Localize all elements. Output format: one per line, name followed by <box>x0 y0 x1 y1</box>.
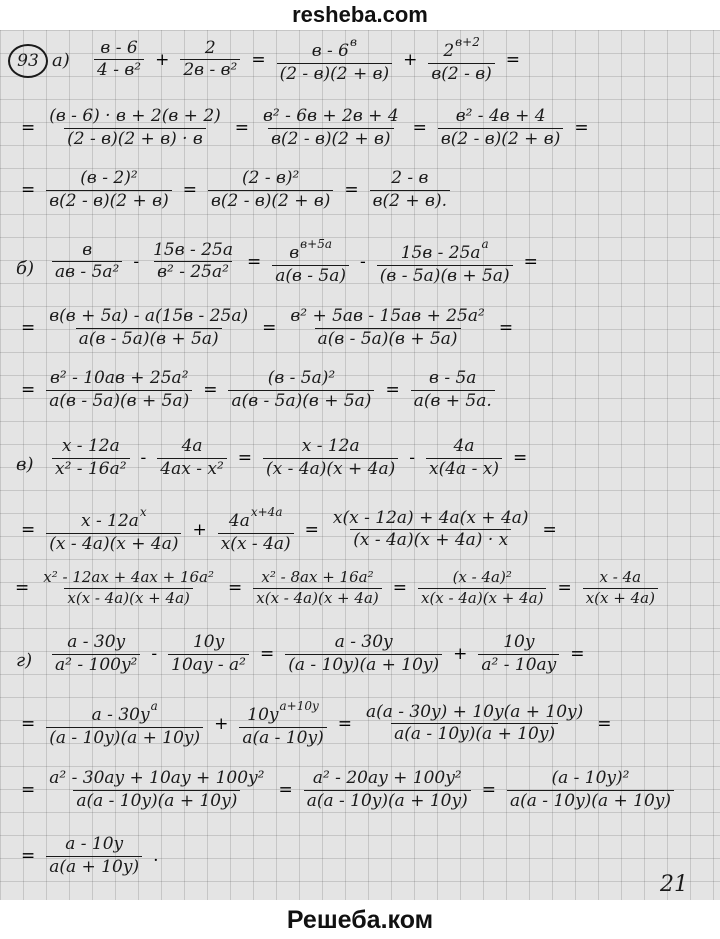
fraction: $\frac{15в - 25a^a}{(в - 5a)(в + 5a)}$ <box>377 238 513 286</box>
fraction: $\frac{\text{a² - 20ay + 100y²}}{a(a - 10y)(a + 10y)}$ <box>304 770 471 811</box>
extra-factor: в+2 <box>455 35 480 49</box>
fraction: $\frac{в - 5a}{a(в + 5a.}$ <box>411 370 495 411</box>
fraction: $\frac{10y^{a+10y}}{a(a - 10y)}$ <box>239 700 326 748</box>
fraction: $\frac{2 - в}{в(2 + в).}$ <box>370 170 450 211</box>
extra-factor: a+10y <box>279 699 319 713</box>
fraction: $\frac{\text{в² - 6в + 2в + 4}}{в(2 - в)(2 + в)}$ <box>263 106 399 149</box>
fraction: $\frac{a(a - 30y) + 10y(a + 10y)}{a(a - 10y)(a + 10y)}$ <box>365 701 584 745</box>
extra-factor: a <box>150 699 158 713</box>
site-footer[interactable]: Решеба.ком <box>286 906 434 934</box>
part-label-a: а) <box>52 50 70 71</box>
part-b-line-3: = $\frac{\text{в² - 10aв + 25a²}}{a(в - 5a)(в + 5a)}$ = $\frac{\text{(в - 5a)²}}{a(в - 5a)(в + 5a)}$ = $\frac{в - 5a}{a(в + 5a.}$ <box>14 370 499 411</box>
part-d-line-1: $\frac{a - 30y}{\text{a² - 100y²}}$ - $\frac{10y}{\text{10ay - a²}}$ = $\frac{a - 30y}{(a - 10y)(a + 10y)}$ + $\frac{10y}{\text{a² - 10ay}}$ = <box>48 634 592 675</box>
fraction: $\frac{\text{(x - 4a)²}}{x(x - 4a)(x + 4a)}$ <box>418 570 546 607</box>
fraction: $\frac{\text{в² - 4в + 4}}{в(2 - в)(2 + в)}$ <box>438 108 563 149</box>
notebook-page <box>0 30 720 900</box>
problem-number: 93 <box>8 44 48 78</box>
fraction: $\frac{\text{a² - 30ay + 10ay + 100y²}}{a(a - 10y)(a + 10y)}$ <box>49 768 265 811</box>
part-b-line-2: = $\frac{в(в + 5a) - a(15в - 25a)}{a(в - 5a)(в + 5a)}$ = $\frac{\text{в² + 5aв - 15aв + 25a²}}{a(в - 5a)(в + 5a)}$ = <box>21 306 514 349</box>
fraction: $\frac{в}{\text{aв - 5a²}}$ <box>52 242 122 283</box>
fraction: $\frac{2^{в+2}}{в(2 - в)}$ <box>428 36 494 84</box>
fraction: $\frac{x - 12a}{(x - 4a)(x + 4a)}$ <box>263 438 398 479</box>
part-d-line-2: = $\frac{a - 30y^a}{(a - 10y)(a + 10y)}$ + $\frac{10y^{a+10y}}{a(a - 10y)}$ = $\frac{a(a - 30y) + 10y(a + 10y)}{a(a - 10y)(a + 10y)}$ = <box>21 699 612 748</box>
fraction: $\frac{a - 30y^a}{(a - 10y)(a + 10y)}$ <box>46 700 203 748</box>
fraction: $\frac{2}{\text{2в - в²}}$ <box>180 40 240 81</box>
fraction: $\frac{4a}{\text{4ax - x²}}$ <box>157 438 227 479</box>
fraction: $\frac{4a^{x+4a}}{x(x - 4a)}$ <box>218 506 294 554</box>
fraction: $\frac{\text{x² - 12ax + 4ax + 16a²}}{x(x - 4a)(x + 4a)}$ <box>43 568 215 607</box>
part-label-d: г) <box>16 650 33 671</box>
fraction: $\frac{x - 12a}{\text{x² - 16a²}}$ <box>52 438 130 479</box>
part-c-line-2: = $\frac{x - 12a^x}{(x - 4a)(x + 4a)}$ + $\frac{4a^{x+4a}}{x(x - 4a)}$ = $\frac{x(x - 12a) + 4a(x + 4a)}{(x - 4a)(x + 4a) \cdot x}$ = <box>21 505 557 554</box>
part-d-line-3: = $\frac{\text{a² - 30ay + 10ay + 100y²}}{a(a - 10y)(a + 10y)}$ = $\frac{\text{a² - 20ay + 100y²}}{a(a - 10y)(a + 10y)}$ = $\frac{\text{(a - 10y)²}}{a(a - 10y)(a + 10y)}$ <box>14 770 678 811</box>
fraction: $\frac{10y}{\text{a² - 10ay}}$ <box>478 634 559 675</box>
fraction: $\frac{\text{в² + 5aв - 15aв + 25a²}}{a(в - 5a)(в + 5a)}$ <box>290 306 485 349</box>
extra-factor: в <box>349 35 357 49</box>
part-c-line-3: = $\frac{\text{x² - 12ax + 4ax + 16a²}}{x(x - 4a)(x + 4a)}$ = $\frac{\text{x² - 8ax + 16a²}}{x(x - 4a)(x + 4a)}$ = $\frac{\text{(x - 4a)²}}{x(x - 4a)(x + 4a)}$ = $\frac{x - 4a}{x(x + 4a)}$ <box>8 570 662 607</box>
extra-factor: в+5a <box>300 237 332 251</box>
fraction: $\frac{в - 6^в}{(2 - в)(2 + в)}$ <box>277 36 393 84</box>
fraction: $\frac{\text{(в - 2)²}}{в(2 - в)(2 + в)}$ <box>46 170 171 211</box>
fraction: $\frac{x(x - 12a) + 4a(x + 4a)}{(x - 4a)(x + 4a) \cdot x}$ <box>332 507 529 551</box>
part-a-line-1: $\frac{в - 6}{\text{4 - в²}}$ + $\frac{2}{\text{2в - в²}}$ = $\frac{в - 6^в}{(2 - в)(2 + в)}$ + $\frac{2^{в+2}}{в(2 - в)}$ = <box>90 36 527 84</box>
fraction: $\frac{10y}{\text{10ay - a²}}$ <box>168 634 249 675</box>
fraction: $\frac{\text{(2 - в)²}}{в(2 - в)(2 + в)}$ <box>208 170 333 211</box>
fraction: $\frac{в(в + 5a) - a(15в - 25a)}{a(в - 5a)(в + 5a)}$ <box>49 306 249 349</box>
fraction: $\frac{a - 30y}{(a - 10y)(a + 10y)}$ <box>285 634 442 675</box>
fraction: $\frac{\text{в² - 10aв + 25a²}}{a(в - 5a)(в + 5a)}$ <box>46 370 192 411</box>
fraction: $\frac{\text{(в - 5a)²}}{a(в - 5a)(в + 5a)}$ <box>228 370 374 411</box>
fraction: $\frac{в - 6}{\text{4 - в²}}$ <box>94 40 144 81</box>
part-d-line-4: = $\frac{a - 10y}{a(a + 10y)}$ . <box>21 834 159 877</box>
part-label-b: б) <box>16 258 35 279</box>
site-header[interactable]: resheba.com <box>292 2 428 27</box>
part-a-line-2: = $\frac{(в - 6) \cdot в + 2(в + 2)}{(2 - в)(2 + в) \cdot в}$ = $\frac{\text{в² - 6в + 2в + 4}}{в(2 - в)(2 + в)}$ = $\frac{\text{в² - 4в + 4}}{в(2 - в)(2 + в)}$ = <box>21 106 589 149</box>
page-number: 21 <box>660 872 688 897</box>
part-a-line-3: = $\frac{\text{(в - 2)²}}{в(2 - в)(2 + в)}$ = $\frac{\text{(2 - в)²}}{в(2 - в)(2 + в)}$ = $\frac{2 - в}{в(2 + в).}$ <box>14 170 454 211</box>
fraction: $\frac{\text{(a - 10y)²}}{a(a - 10y)(a + 10y)}$ <box>507 770 674 811</box>
fraction: $\frac{a - 30y}{\text{a² - 100y²}}$ <box>52 634 140 675</box>
part-label-c: в) <box>16 454 34 475</box>
extra-factor: x+4a <box>250 505 283 519</box>
fraction: $\frac{в^{в+5a}}{a(в - 5a)}$ <box>272 238 349 286</box>
fraction: $\frac{\text{x² - 8ax + 16a²}}{x(x - 4a)(x + 4a)}$ <box>253 570 381 607</box>
part-c-line-1: $\frac{x - 12a}{\text{x² - 16a²}}$ - $\frac{4a}{\text{4ax - x²}}$ = $\frac{x - 12a}{(x - 4a)(x + 4a)}$ - $\frac{4a}{x(4a - x)}$ = <box>48 438 534 479</box>
part-b-line-1: $\frac{в}{\text{aв - 5a²}}$ - $\frac{15в - 25a}{\text{в² - 25a²}}$ = $\frac{в^{в+5a}}{a(в - 5a)}$ - $\frac{15в - 25a^a}{(в - 5a)(в + 5a)}$ = <box>48 238 545 286</box>
fraction: $\frac{4a}{x(4a - x)}$ <box>426 438 502 479</box>
fraction: $\frac{(в - 6) \cdot в + 2(в + 2)}{(2 - в)(2 + в) \cdot в}$ <box>49 106 221 149</box>
fraction: $\frac{15в - 25a}{\text{в² - 25a²}}$ <box>153 239 233 283</box>
fraction: $\frac{a - 10y}{a(a + 10y)}$ <box>46 836 142 877</box>
fraction: $\frac{x - 4a}{x(x + 4a)}$ <box>583 570 658 607</box>
fraction: $\frac{x - 12a^x}{(x - 4a)(x + 4a)}$ <box>46 506 181 554</box>
extra-factor: x <box>139 505 147 519</box>
extra-factor: a <box>481 237 489 251</box>
